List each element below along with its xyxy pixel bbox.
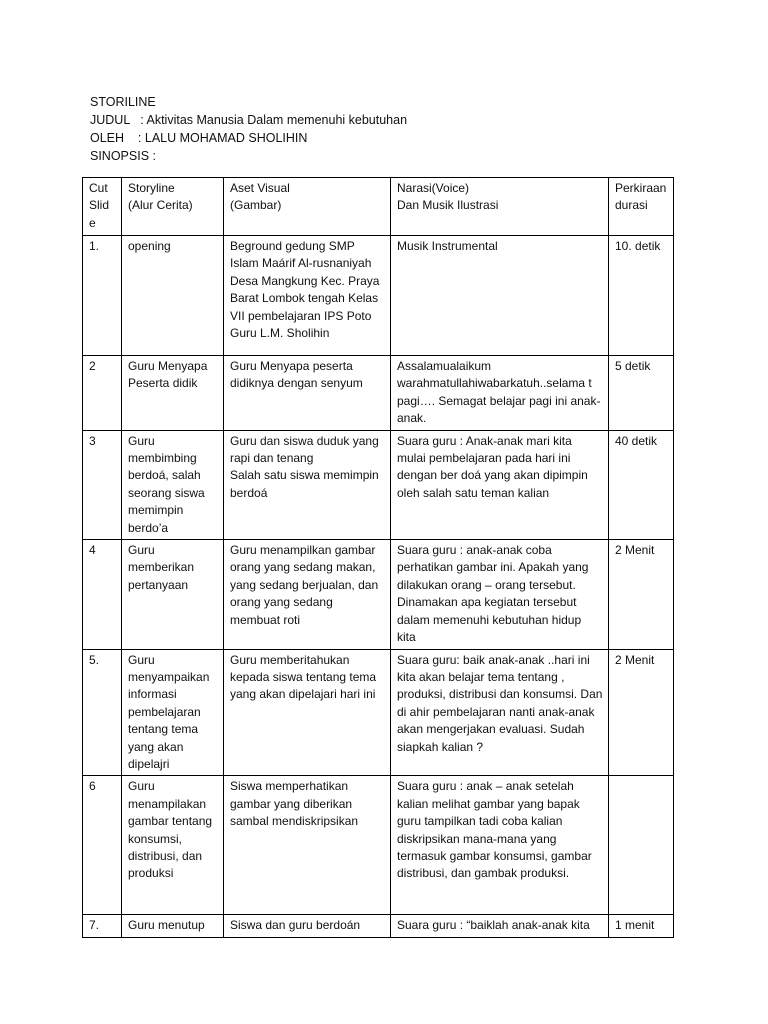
cell-visual: Siswa dan guru berdoán (224, 915, 391, 937)
cell-storyline: opening (122, 236, 224, 356)
cell-visual: Guru memberitahukan kepada siswa tentang tema yang akan dipelajari hari ini (224, 649, 391, 776)
cell-narasi: Suara guru : “baiklah anak-anak kita (391, 915, 609, 937)
sinopsis-line: SINOPSIS : (90, 149, 156, 163)
document-header (90, 93, 407, 165)
cell-visual: Guru dan siswa duduk yang rapi dan tenang Salah satu siswa memimpin berdoá (224, 430, 391, 539)
table-row (83, 236, 674, 356)
cell-cut: 7. (83, 915, 122, 937)
cell-narasi: Suara guru : anak – anak setelah kalian melihat gambar yang bapak guru tampilkan tadi coba kalian diskripsikan mana-mana yang termasuk gambar konsumsi, gambar distribusi, dan gambak produksi. (391, 776, 609, 915)
storyline-title: STORILINE (90, 95, 156, 109)
column-header-cut: Cut Slid e (83, 178, 122, 236)
table-row (83, 649, 674, 776)
cell-narasi: Musik Instrumental (391, 236, 609, 356)
judul-line: JUDUL : Aktivitas Manusia Dalam memenuhi kebutuhan (90, 113, 408, 127)
cell-cut: 5. (83, 649, 122, 776)
cell-storyline: Guru menyampaikan informasi pembelajaran tentang tema yang akan dipelajri (122, 649, 224, 776)
cell-cut: 4 (83, 540, 122, 649)
cell-visual: Guru Menyapa peserta didiknya dengan senyum (224, 356, 391, 431)
cell-visual: Guru menampilkan gambar orang yang sedang makan, yang sedang berjualan, dan orang yang sedang membuat roti (224, 540, 391, 649)
table-row (83, 915, 674, 937)
table-row (83, 540, 674, 649)
cell-durasi: 10. detik (609, 236, 674, 356)
cell-cut: 3 (83, 430, 122, 539)
cell-visual: Beground gedung SMP Islam Maárif Al-rusnaniyah Desa Mangkung Kec. Praya Barat Lombok tengah Kelas VII pembelajaran IPS Poto Guru L.M. Sholihin (224, 236, 391, 356)
column-header-narasi: Narasi(Voice) Dan Musik Ilustrasi (391, 178, 609, 236)
cell-durasi: 1 menit (609, 915, 674, 937)
storyline-table (82, 177, 674, 938)
cell-durasi: 5 detik (609, 356, 674, 431)
cell-narasi: Suara guru : anak-anak coba perhatikan gambar ini. Apakah yang dilakukan orang – orang tersebut. Dinamakan apa kegiatan tersebut dalam memenuhi kebutuhan hidup kita (391, 540, 609, 649)
cell-storyline: Guru memberikan pertanyaan (122, 540, 224, 649)
cell-durasi: 2 Menit (609, 649, 674, 776)
cell-storyline: Guru menampilakan gambar tentang konsumsi, distribusi, dan produksi (122, 776, 224, 915)
cell-durasi (609, 776, 674, 915)
cell-narasi: Suara guru : Anak-anak mari kita mulai pembelajaran pada hari ini dengan ber doá yang akan dipimpin oleh salah satu teman kalian (391, 430, 609, 539)
cell-storyline: Guru menutup (122, 915, 224, 937)
cell-visual: Siswa memperhatikan gambar yang diberikan sambal mendiskripsikan (224, 776, 391, 915)
cell-storyline: Guru Menyapa Peserta didik (122, 356, 224, 431)
cell-cut: 2 (83, 356, 122, 431)
cell-storyline: Guru membimbing berdoá, salah seorang siswa memimpin berdo’a (122, 430, 224, 539)
cell-cut: 6 (83, 776, 122, 915)
table-row (83, 430, 674, 539)
table-row (83, 776, 674, 915)
cell-durasi: 40 detik (609, 430, 674, 539)
column-header-durasi: Perkiraan durasi (609, 178, 674, 236)
oleh-line: OLEH : LALU MOHAMAD SHOLIHIN (90, 131, 308, 145)
cell-narasi: Suara guru: baik anak-anak ..hari ini kita akan belajar tema tentang , produksi, distribusi dan konsumsi. Dan di ahir pembelajaran nanti anak-anak akan mengerjakan evaluasi. Sudah siapkah kalian ? (391, 649, 609, 776)
table-row (83, 356, 674, 431)
column-header-visual: Aset Visual (Gambar) (224, 178, 391, 236)
column-header-storyline: Storyline (Alur Cerita) (122, 178, 224, 236)
table-header-row (83, 178, 674, 236)
cell-cut: 1. (83, 236, 122, 356)
cell-durasi: 2 Menit (609, 540, 674, 649)
cell-narasi: Assalamualaikum warahmatullahiwabarkatuh..selama t pagi…. Semagat belajar pagi ini anak-anak. (391, 356, 609, 431)
